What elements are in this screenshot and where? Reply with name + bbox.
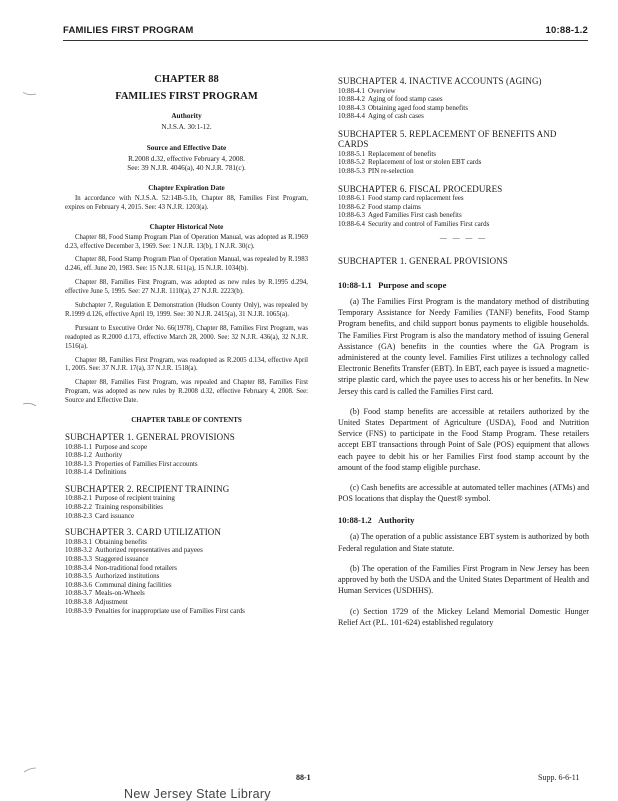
history-note: Chapter 88, Food Stamp Program Plan of Operation Manual, was adopted as R.1969 d.23, effective December 3, 1969. See: 1 N.J.R. 13(b), 1 N.J.R. 30(c). (65, 233, 308, 250)
chapter-title: CHAPTER 88 (154, 74, 219, 85)
section-number: 10:88-1.2 (338, 515, 372, 526)
toc-subchapter-title: SUBCHAPTER 6. FISCAL PROCEDURES (338, 183, 503, 194)
section-paragraph: (a) The operation of a public assistance EBT system is authorized by both Federal regulation and State statute. (338, 532, 589, 553)
expiration-text: In accordance with N.J.S.A. 52:14B-5.1b, Chapter 88, Families First Program, expires on February 4, 2015. See: 43 N.J.R. 1203(a). (65, 194, 308, 211)
toc-item[interactable]: 10:88-6.2 Food stamp claims (338, 202, 421, 211)
section-name: Authority (378, 515, 415, 526)
section-paragraph: (c) Cash benefits are accessible at automated teller machines (ATMs) and POS locations that display the Quest® symbol. (338, 483, 589, 504)
program-title: FAMILIES FIRST PROGRAM (115, 91, 258, 102)
toc-item[interactable]: 10:88-3.5 Authorized institutions (65, 572, 160, 581)
source-text: R.2008 d.32, effective February 4, 2008. (128, 154, 245, 163)
scan-mark (22, 766, 38, 774)
history-note: Chapter 88, Food Stamp Program Plan of Operation Manual, was repealed by R.1983 d.246, eff. June 20, 1983. See: 15 N.J.R. 611(a), 15 N.J.R. 1034(b). (65, 256, 308, 273)
source-heading: Source and Effective Date (146, 143, 227, 152)
scan-mark (22, 90, 38, 98)
history-heading: Chapter Historical Note (149, 222, 224, 231)
header-rule (63, 40, 588, 41)
header-title: FAMILIES FIRST PROGRAM (63, 25, 194, 36)
toc-item[interactable]: 10:88-5.1 Replacement of benefits (338, 149, 437, 158)
toc-item[interactable]: 10:88-2.1 Purpose of recipient training (65, 494, 175, 503)
toc-item[interactable]: 10:88-1.1 Purpose and scope (65, 442, 148, 451)
toc-item[interactable]: 10:88-4.3 Obtaining aged food stamp benefits (338, 103, 468, 112)
toc-heading: CHAPTER TABLE OF CONTENTS (131, 416, 242, 425)
subchapter-1-title: SUBCHAPTER 1. GENERAL PROVISIONS (338, 255, 508, 266)
toc-subchapter-5 (338, 129, 589, 176)
section-paragraph: (a) The Families First Program is the mandatory method of distributing Temporary Assistance for Needy Families (TANF) benefits, Food Stamp Program benefits, and child support bonus payments to eligible households. The Families First Program is also the mandatory method of issuing General Assistance (GA) benefits in the counties where the GA Program is administered at the county level. Families First utilizes a technology called Electronic Benefits Transfer (EBT). In EBT, each payee is issued a magnetic-stripe plastic card, which the payee uses to access his or her benefits. In New Jersey this card is called the Families First card. (338, 297, 589, 396)
history-notes (65, 234, 308, 407)
toc-item[interactable]: 10:88-2.3 Card issuance (65, 511, 135, 520)
section-1-1-heading (338, 280, 589, 290)
authority-heading: Authority (171, 112, 202, 120)
left-column (65, 66, 308, 615)
running-header (63, 25, 588, 38)
toc-item[interactable]: 10:88-3.7 Meals-on-Wheels (65, 589, 145, 598)
toc-subchapter-4 (338, 76, 589, 121)
toc-subchapter-title: SUBCHAPTER 5. REPLACEMENT OF BENEFITS AND CARDS (338, 128, 557, 150)
section-1-2-heading (338, 515, 589, 525)
toc-item[interactable]: 10:88-3.8 Adjustment (65, 597, 128, 606)
section-paragraph: (c) Section 1729 of the Mickey Leland Memorial Domestic Hunger Relief Act (P.L. 101-624) established regulatory (338, 606, 589, 627)
toc-item[interactable]: 10:88-6.1 Food stamp card replacement fees (338, 194, 464, 203)
toc-item[interactable]: 10:88-1.4 Definitions (65, 468, 127, 477)
toc-subchapter-6 (338, 184, 589, 229)
toc-item[interactable]: 10:88-5.3 PIN re-selection (338, 167, 414, 176)
toc-subchapter-title: SUBCHAPTER 4. INACTIVE ACCOUNTS (AGING) (338, 76, 542, 86)
expiration-heading: Chapter Expiration Date (148, 183, 225, 192)
toc-subchapter-1 (65, 432, 308, 477)
toc-item[interactable]: 10:88-1.3 Properties of Families First accounts (65, 459, 198, 468)
library-stamp: New Jersey State Library (124, 787, 271, 801)
toc-item[interactable]: 10:88-6.4 Security and control of Families First cards (338, 219, 490, 228)
history-note: Pursuant to Executive Order No. 66(1978), Chapter 88, Families First Program, was readopted as R.2000 d.173, effective March 28, 2000. See: 32 N.J.R. 436(a), 32 N.J.R. 1516(a). (65, 324, 308, 350)
toc-subchapter-title: SUBCHAPTER 3. CARD UTILIZATION (65, 527, 221, 538)
toc-subchapter-title: SUBCHAPTER 2. RECIPIENT TRAINING (65, 483, 230, 494)
toc-item[interactable]: 10:88-6.3 Aged Families First cash benefits (338, 211, 462, 220)
toc-item[interactable]: 10:88-3.6 Communal dining facilities (65, 580, 172, 589)
toc-item[interactable]: 10:88-3.2 Authorized representatives and payees (65, 546, 203, 555)
section-number: 10:88-1.1 (338, 280, 372, 291)
toc-item[interactable]: 10:88-5.2 Replacement of lost or stolen EBT cards (338, 158, 482, 167)
separator: — — — — (439, 233, 488, 242)
history-note: Subchapter 7, Regulation E Demonstration (Hudson County Only), was repealed by R.1999 d.126, effective April 19, 1999. See: 30 N.J.R. 2415(a), 31 N.J.R. 1065(a). (65, 302, 308, 318)
toc-item[interactable]: 10:88-1.2 Authority (65, 451, 123, 460)
section-paragraph: (b) The operation of the Families First Program in New Jersey has been approved by both the USDA and the United States Department of Health and Human Services (USDHHS). (338, 563, 589, 596)
toc-subchapter-3 (65, 527, 308, 615)
toc-item[interactable]: 10:88-4.2 Aging of food stamp cases (338, 95, 443, 104)
toc-item[interactable]: 10:88-3.3 Staggered issuance (65, 554, 149, 563)
section-paragraph: (b) Food stamp benefits are accessible at retailers authorized by the United States Department of Agriculture (USDA), Food and Nutrition Service (FNS) to participate in the Food Stamp Program. These retailers accept EBT transactions through Point of Sale (POS) equipment that allows each payee to debit his or her Families First food stamp account by the amount of the food stamp eligible purchase. (338, 406, 589, 472)
toc-item[interactable]: 10:88-4.4 Aging of cash cases (338, 112, 424, 121)
toc-subchapter-title: SUBCHAPTER 1. GENERAL PROVISIONS (65, 432, 235, 443)
scan-mark (22, 400, 38, 408)
history-note: Chapter 88, Families First Program, was repealed and Chapter 88, Families First Program, was adopted as new rules by R.2008 d.32, effective February 4, 2008. See: Source and Effective Date. (65, 379, 308, 405)
section-name: Purpose and scope (378, 280, 447, 291)
right-column (338, 76, 589, 628)
header-code: 10:88-1.2 (545, 25, 588, 36)
toc-item[interactable]: 10:88-3.1 Obtaining benefits (65, 537, 147, 546)
history-note: Chapter 88, Families First Program, was adopted as new rules by R.1995 d.294, effective June 5, 1995. See: 27 N.J.R. 1110(a), 27 N.J.R. 2223(b). (65, 279, 308, 296)
source-text: See: 39 N.J.R. 4046(a), 40 N.J.R. 781(c). (127, 164, 246, 173)
toc-item[interactable]: 10:88-3.4 Non-traditional food retailers (65, 563, 178, 572)
history-note: Chapter 88, Families First Program, was readopted as R.2005 d.134, effective April 1, 2005. See: 37 N.J.R. 17(a), 37 N.J.R. 1518(a). (65, 356, 308, 373)
page-number: 88-1 (296, 773, 311, 782)
authority-text: N.J.S.A. 30:1-12. (161, 123, 212, 131)
toc-item[interactable]: 10:88-4.1 Overview (338, 86, 396, 95)
toc-item[interactable]: 10:88-2.2 Training responsibilities (65, 503, 163, 512)
toc-item[interactable]: 10:88-3.9 Penalties for inappropriate use of Families First cards (65, 606, 245, 615)
supplement-date: Supp. 6-6-11 (538, 773, 580, 782)
toc-subchapter-2 (65, 484, 308, 520)
